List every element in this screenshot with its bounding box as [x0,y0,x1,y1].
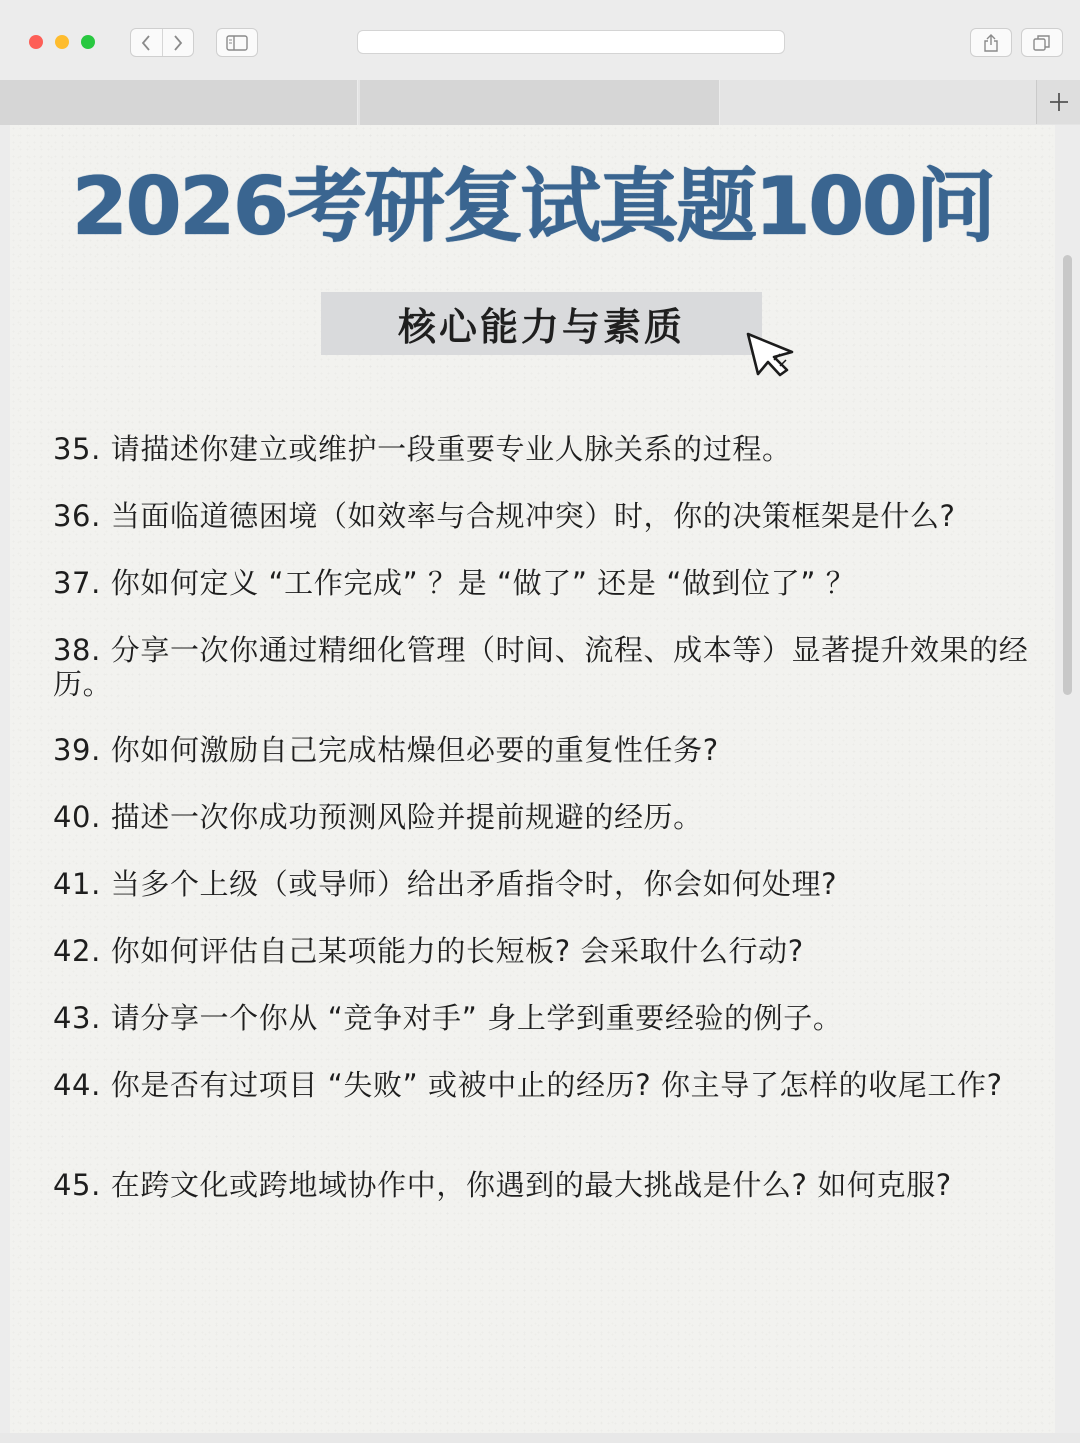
question-item: 35. 请描述你建立或维护一段重要专业人脉关系的过程。 [53,432,792,466]
page-viewport [10,125,1055,1433]
browser-titlebar [0,0,1080,80]
close-window-button[interactable] [29,35,43,49]
page-title: 2026考研复试真题100问 [71,160,994,253]
chevron-left-icon [140,34,152,52]
window-bottom-edge [0,1433,1080,1443]
share-icon [983,33,999,53]
minimize-window-button[interactable] [55,35,69,49]
new-tab-button[interactable] [1036,80,1080,124]
scrollbar-thumb[interactable] [1063,255,1072,695]
question-item: 40. 描述一次你成功预测风险并提前规避的经历。 [53,800,703,834]
question-item: 42. 你如何评估自己某项能力的长短板? 会采取什么行动? [53,934,804,968]
question-item: 43. 请分享一个你从 “竞争对手” 身上学到重要经验的例子。 [53,1001,843,1035]
sidebar-toggle-button[interactable] [216,28,258,57]
tab-bar [0,80,1080,125]
tab-1[interactable] [0,80,358,125]
question-item: 41. 当多个上级（或导师）给出矛盾指令时，你会如何处理? [53,867,838,901]
question-item: 44. 你是否有过项目 “失败” 或被中止的经历? 你主导了怎样的收尾工作? [53,1068,1003,1102]
question-item: 39. 你如何激励自己完成枯燥但必要的重复性任务? [53,733,719,767]
share-button[interactable] [970,28,1012,57]
mouse-pointer-icon [744,330,800,380]
question-item: 36. 当面临道德困境（如效率与合规冲突）时，你的决策框架是什么? [53,499,956,533]
history-navigation [130,28,194,57]
question-item: 37. 你如何定义 “工作完成” ？是 “做了” 还是 “做到位了” ？ [53,566,856,600]
tab-overview-button[interactable] [1021,28,1063,57]
zoom-window-button[interactable] [81,35,95,49]
question-item: 45. 在跨文化或跨地域协作中，你遇到的最大挑战是什么? 如何克服? [53,1168,952,1202]
question-item: 38. 分享一次你通过精细化管理（时间、流程、成本等）显著提升效果的经历。 [53,633,1029,701]
sidebar-icon [226,35,248,51]
tabs-overview-icon [1033,34,1051,52]
back-button[interactable] [131,29,162,56]
forward-button[interactable] [162,29,194,56]
chevron-right-icon [172,34,184,52]
tab-2[interactable] [360,80,720,125]
address-bar[interactable] [357,30,785,54]
plus-icon [1048,91,1070,113]
section-label: 核心能力与素质 [321,292,762,355]
